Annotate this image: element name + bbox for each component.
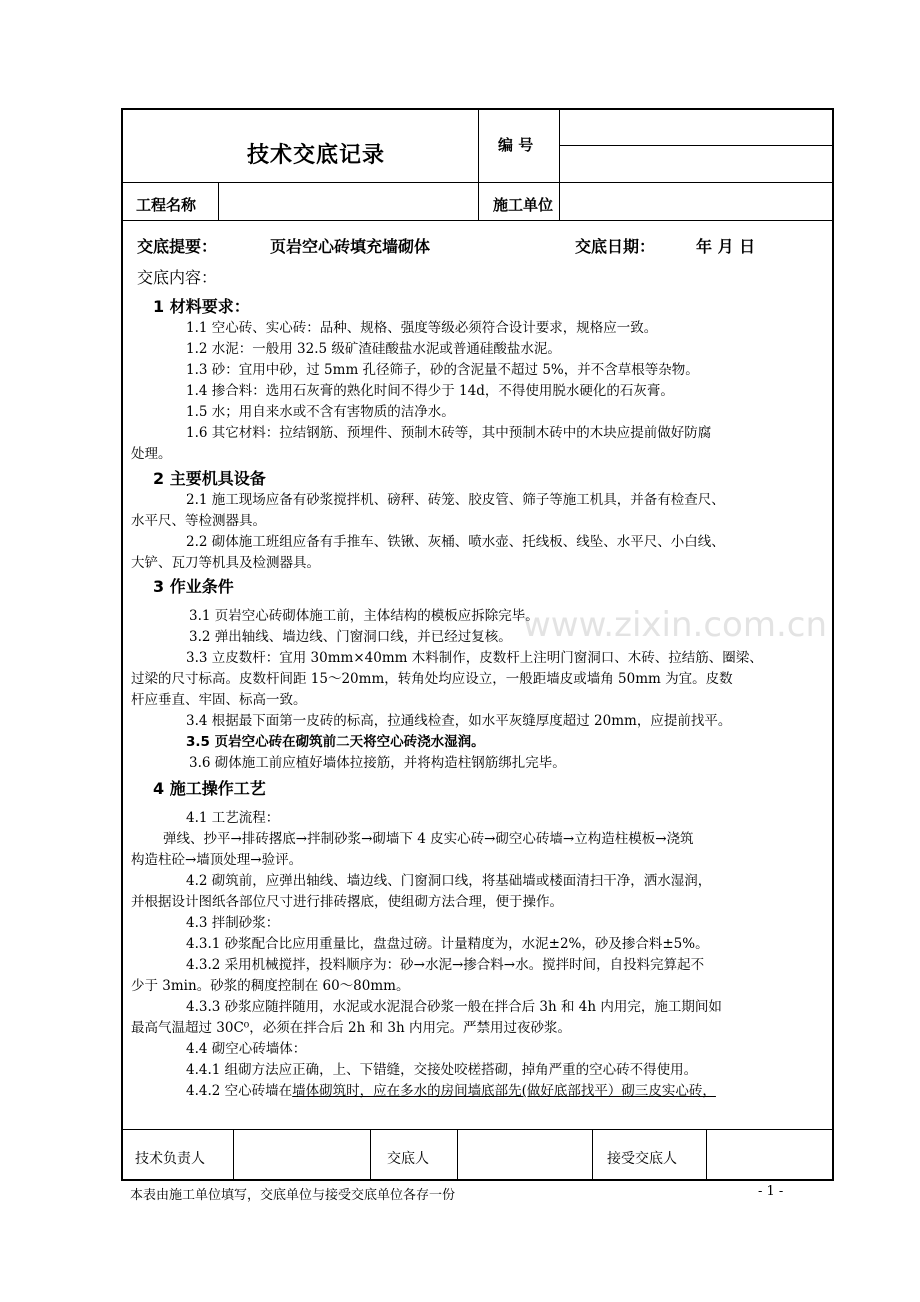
item-4-2: 4.2 砌筑前，应弹出轴线、墙边线、门窗洞口线，将基础墙或楼面清扫干净，洒水湿润，	[186, 873, 712, 889]
footer-col-1	[233, 1129, 234, 1181]
section-2-heading: 2 主要机具设备	[153, 469, 266, 488]
item-4-4-2-underlined: 墙体砌筑时，应在多水的房间墙底部先(做好底部找平）砌三皮实心砖，	[292, 1083, 716, 1099]
item-4-4-2	[131, 1081, 831, 1101]
item-3-1: 3.1 页岩空心砖砌体施工前，主体结构的模板应拆除完毕。	[189, 608, 539, 624]
item-4-4: 4.4 砌空心砖墙体：	[186, 1041, 307, 1057]
item-4-4-2-text: 4.4.2 空心砖墙在	[186, 1083, 293, 1099]
item-4-1-flow-cont: 构造柱砼→墙顶处理→验评。	[131, 852, 303, 868]
number-label: 编 号	[498, 136, 534, 154]
item-4-3-1: 4.3.1 砂浆配合比应用重量比，盘盘过磅。计量精度为，水泥±2%，砂及掺合料±5%。	[186, 936, 709, 952]
item-1-3: 1.3 砂：宜用中砂，过 5mm 孔径筛子，砂的含泥量不超过 5%，并不含草根等杂物。	[186, 362, 699, 378]
item-1-2: 1.2 水泥：一般用 32.5 级矿渣硅酸盐水泥或普通硅酸盐水泥。	[186, 341, 561, 357]
item-4-3-2: 4.3.2 采用机械搅拌，投料顺序为：砂→水泥→掺合料→水。搅拌时间，自投料完算起不	[186, 957, 705, 973]
section-4-heading: 4 施工操作工艺	[153, 779, 266, 798]
record-sheet	[121, 108, 834, 1181]
item-3-3-cont-1: 过梁的尺寸标高。皮数杆间距 15～20mm，转角处均应设立，一般距墙皮或墙角 50mm 为宜。皮数	[131, 671, 733, 687]
item-2-1: 2.1 施工现场应备有砂浆搅拌机、磅秤、砖笼、胶皮管、筛子等施工机具，并备有检查尺、	[186, 492, 725, 508]
item-1-1: 1.1 空心砖、实心砖：品种、规格、强度等级必须符合设计要求，规格应一致。	[186, 320, 658, 336]
number-divider	[560, 145, 832, 146]
number-col-divider	[559, 110, 560, 220]
page-title: 技术交底记录	[247, 143, 386, 168]
tech-lead-label: 技术负责人	[135, 1151, 205, 1167]
item-1-6: 1.6 其它材料：拉结钢筋、预埋件、预制木砖等，其中预制木砖中的木块应提前做好防腐	[186, 425, 712, 441]
contractor-label: 施工单位	[493, 196, 554, 214]
footer-col-5	[706, 1129, 707, 1181]
item-4-3-3-cont: 最高气温超过 30C⁰，必须在拌合后 2h 和 3h 内用完。严禁用过夜砂浆。	[131, 1020, 571, 1036]
page-number: - 1 -	[758, 1184, 784, 1199]
item-3-3: 3.3 立皮数杆：宜用 30mm×40mm 木料制作，皮数杆上注明门窗洞口、木砖、拉结筋、圈梁、	[186, 650, 763, 666]
item-3-3-cont-2: 杆应垂直、牢固、标高一致。	[131, 692, 307, 708]
item-4-2-cont: 并根据设计图纸各部位尺寸进行排砖撂底，使组砌方法合理，便于操作。	[131, 894, 563, 910]
item-4-1: 4.1 工艺流程：	[186, 810, 280, 826]
project-col-divider	[218, 182, 219, 220]
item-1-4: 1.4 掺合料：选用石灰膏的熟化时间不得少于 14d，不得使用脱水硬化的石灰膏。	[186, 383, 674, 399]
project-row-divider	[123, 220, 832, 221]
item-3-5: 3.5 页岩空心砖在砌筑前二天将空心砖浇水湿润。	[186, 734, 485, 750]
footer-col-2	[370, 1129, 371, 1181]
item-4-3-2-cont: 少于 3min。砂浆的稠度控制在 60～80mm。	[131, 978, 410, 994]
item-4-1-flow: 弹线、抄平→排砖撂底→拌制砂浆→砌墙下 4 皮实心砖→砌空心砖墙→立构造柱模板→浇筑	[163, 831, 694, 847]
footer-col-3	[457, 1129, 458, 1181]
item-4-3-3: 4.3.3 砂浆应随拌随用，水泥或水泥混合砂浆一般在拌合后 3h 和 4h 内用完，施工期间如	[186, 999, 722, 1015]
item-2-2-cont: 大铲、瓦刀等机具及检测器具。	[131, 555, 320, 571]
footer-note: 本表由施工单位填写，交底单位与接受交底单位各存一份	[130, 1188, 456, 1203]
item-4-4-1: 4.4.1 组砌方法应正确，上、下错缝，交接处咬槎搭砌，掉角严重的空心砖不得使用。	[186, 1062, 698, 1078]
item-2-1-cont: 水平尺、等检测器具。	[131, 513, 266, 529]
date-value: 年 月 日	[696, 237, 756, 256]
header-col-divider	[478, 110, 479, 220]
item-1-5: 1.5 水；用自来水或不含有害物质的洁净水。	[186, 404, 455, 420]
item-2-2: 2.2 砌体施工班组应备有手推车、铁锹、灰桶、喷水壶、托线板、线坠、水平尺、小白线、	[186, 534, 725, 550]
receiver-label: 接受交底人	[607, 1151, 677, 1167]
section-1-heading: 1 材料要求：	[153, 297, 250, 316]
date-label: 交底日期：	[575, 237, 656, 256]
watermark: www.zixin.com.cn	[523, 605, 827, 645]
section-3-heading: 3 作业条件	[153, 577, 234, 596]
footer-col-4	[592, 1129, 593, 1181]
item-3-2: 3.2 弹出轴线、墙边线、门窗洞口线，并已经过复核。	[189, 629, 512, 645]
summary-label: 交底提要：	[137, 237, 218, 256]
presenter-label: 交底人	[387, 1151, 429, 1167]
item-3-4: 3.4 根据最下面第一皮砖的标高，拉通线检查，如水平灰缝厚度超过 20mm，应提前找平。	[186, 713, 732, 729]
item-1-6-cont: 处理。	[131, 446, 172, 462]
item-4-3: 4.3 拌制砂浆：	[186, 915, 280, 931]
content-bottom-divider	[123, 1129, 832, 1130]
item-3-6: 3.6 砌体施工前应植好墙体拉接筋，并将构造柱钢筋绑扎完毕。	[189, 755, 566, 771]
summary-value: 页岩空心砖填充墙砌体	[270, 237, 431, 256]
project-name-label: 工程名称	[136, 196, 197, 214]
content-label: 交底内容：	[137, 268, 218, 287]
